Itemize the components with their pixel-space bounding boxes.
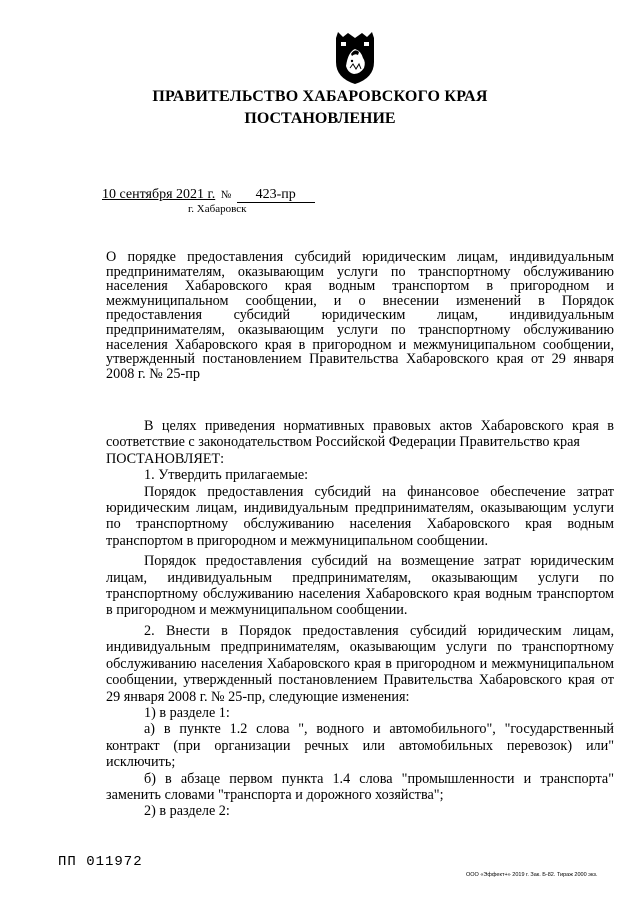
paragraph-sub-b: б) в абзаце первом пункта 1.4 слова "промышленности и транспорта" заменить словами "транспорта и дорожного хозяйства"; <box>106 770 614 803</box>
paragraph-procedure-financing: Порядок предоставления субсидий на финансовое обеспечение затрат юридическим лицам, индивидуальным предпринимателям, оказывающим услуги по транспортному обслуживанию населения Хабаровского края водным транспортом в пригородном и межмуниципальном сообщении. <box>106 483 614 549</box>
document-date: 10 сентября 2021 г. <box>102 187 216 202</box>
government-name: ПРАВИТЕЛЬСТВО ХАБАРОВСКОГО КРАЯ <box>152 88 488 105</box>
document-number: 423-пр <box>237 188 315 203</box>
paragraph-procedure-reimbursement: Порядок предоставления субсидий на возмещение затрат юридическим лицам, индивидуальным предпринимателям, оказывающим услуги по транспортному обслуживанию населения Хабаровского края водным транспортом в пригородном и межмуниципальном сообщении. <box>106 553 614 619</box>
number-sign: № <box>220 189 232 201</box>
date-number-line <box>102 187 315 203</box>
paragraph-section-1: 1) в разделе 1: <box>144 704 230 721</box>
paragraph-item-1: 1. Утвердить прилагаемые: <box>144 467 309 484</box>
paragraph-section-2: 2) в разделе 2: <box>144 803 230 820</box>
serial-number: ПП 011972 <box>58 854 143 870</box>
document-city: г. Хабаровск <box>188 203 247 215</box>
document-title: О порядке предоставления субсидий юридическим лицам, индивидуальным предпринимателям, оказывающим услуги по транспортному обслуживанию населения Хабаровского края водным транспортом в пригородном и межмуниципальном сообщении, и о внесении изменений в Порядок предоставления субсидий юридическим лицам, индивидуальным предпринимателям, оказывающим услуги по транспортному обслуживанию населения Хабаровского края в пригородном и межмуниципальном сообщении, утвержденный постановлением Правительства Хабаровского края от 29 января 2008 г. № 25-пр <box>106 249 614 382</box>
printer-imprint: ООО «Эффект+» 2019 г. Зак. Б-82. Тираж 2000 экз. <box>466 872 598 878</box>
paragraph-item-2: 2. Внести в Порядок предоставления субсидий юридическим лицам, индивидуальным предпринимателям, оказывающим услуги по транспортному обслуживанию населения Хабаровского края в пригородном и межмуниципальном сообщении, утвержденный постановлением Правительства Хабаровского края от 29 января 2008 г. № 25-пр, следующие изменения: <box>106 622 614 705</box>
paragraph-resolves: ПОСТАНОВЛЯЕТ: <box>106 450 225 467</box>
coat-of-arms-emblem <box>330 28 380 86</box>
document-type: ПОСТАНОВЛЕНИЕ <box>244 110 396 127</box>
document-body <box>106 418 614 820</box>
paragraph-preamble: В целях приведения нормативных правовых актов Хабаровского края в соответствие с законодательством Российской Федерации Правительство края <box>106 418 614 451</box>
paragraph-sub-a: а) в пункте 1.2 слова ", водного и автомобильного", "государственный контракт (при организации речных или автомобильных перевозок) или" исключить; <box>106 721 614 771</box>
